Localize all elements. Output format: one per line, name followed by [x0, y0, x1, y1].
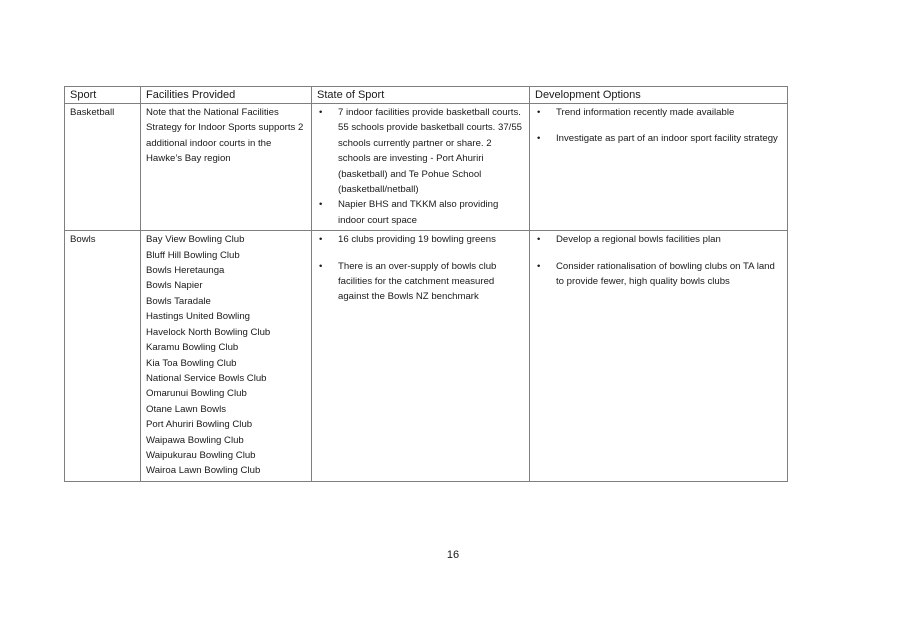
- club-item: Kia Toa Bowling Club: [146, 357, 237, 369]
- club-item: Bowls Napier: [146, 280, 203, 292]
- bowls-club-list: [146, 232, 306, 479]
- header-facilities-provided: Facilities Provided: [141, 87, 312, 104]
- state-list-basketball: [317, 105, 524, 228]
- club-item: Wairoa Lawn Bowling Club: [146, 465, 261, 477]
- header-sport: Sport: [65, 87, 141, 104]
- option-item: • Investigate as part of an indoor sport facility strategy: [535, 131, 782, 146]
- state-item: • Napier BHS and TKKM also providing indoor court space: [317, 197, 524, 228]
- club-item: Karamu Bowling Club: [146, 342, 239, 354]
- cell-state-bowls: [312, 231, 530, 482]
- club-item: Port Ahuriri Bowling Club: [146, 419, 253, 431]
- cell-sport-bowls: Bowls: [65, 231, 141, 482]
- header-development-options: Development Options: [530, 87, 788, 104]
- club-item: Bluff Hill Bowling Club: [146, 249, 240, 261]
- cell-options-bowls: [530, 231, 788, 482]
- club-item: Bowls Heretaunga: [146, 265, 225, 277]
- state-item: • There is an over-supply of bowls club facilities for the catchment measured against the Bowls NZ benchmark: [317, 259, 524, 305]
- options-list-basketball: [535, 105, 782, 147]
- table-header-row: [65, 87, 788, 104]
- cell-sport-basketball: Basketball: [65, 104, 141, 231]
- page-number: 16: [446, 549, 460, 561]
- club-item: Omarunui Bowling Club: [146, 388, 247, 400]
- club-item: National Service Bowls Club: [146, 372, 267, 384]
- option-item: • Develop a regional bowls facilities plan: [535, 232, 782, 247]
- club-item: Havelock North Bowling Club: [146, 326, 271, 338]
- cell-facilities-bowls: [141, 231, 312, 482]
- table-row-basketball: [65, 104, 788, 231]
- state-item: • 16 clubs providing 19 bowling greens: [317, 232, 524, 247]
- option-item: • Trend information recently made available: [535, 105, 782, 120]
- state-list-bowls: [317, 232, 524, 305]
- club-item: Waipukurau Bowling Club: [146, 449, 256, 461]
- cell-options-basketball: [530, 104, 788, 231]
- cell-facilities-basketball: Note that the National Facilities Strategy for Indoor Sports supports 2 additional indoor courts in the Hawke’s Bay region: [141, 104, 312, 231]
- state-item: • 7 indoor facilities provide basketball courts. 55 schools provide basketball courts. 37/55 schools currently partner or share. 2 schools are investing - Port Ahuriri (basketball) and Te Pohue School (basketball/netball): [317, 105, 524, 197]
- club-item: Bowls Taradale: [146, 295, 211, 307]
- table-row-bowls: [65, 231, 788, 482]
- header-state-of-sport: State of Sport: [312, 87, 530, 104]
- option-item: • Consider rationalisation of bowling clubs on TA land to provide fewer, high quality bowls clubs: [535, 259, 782, 290]
- sports-facilities-table: [64, 86, 788, 482]
- club-item: Otane Lawn Bowls: [146, 403, 226, 415]
- cell-state-basketball: [312, 104, 530, 231]
- club-item: Hastings United Bowling: [146, 311, 250, 323]
- club-item: Waipawa Bowling Club: [146, 434, 244, 446]
- options-list-bowls: [535, 232, 782, 289]
- club-item: Bay View Bowling Club: [146, 234, 245, 246]
